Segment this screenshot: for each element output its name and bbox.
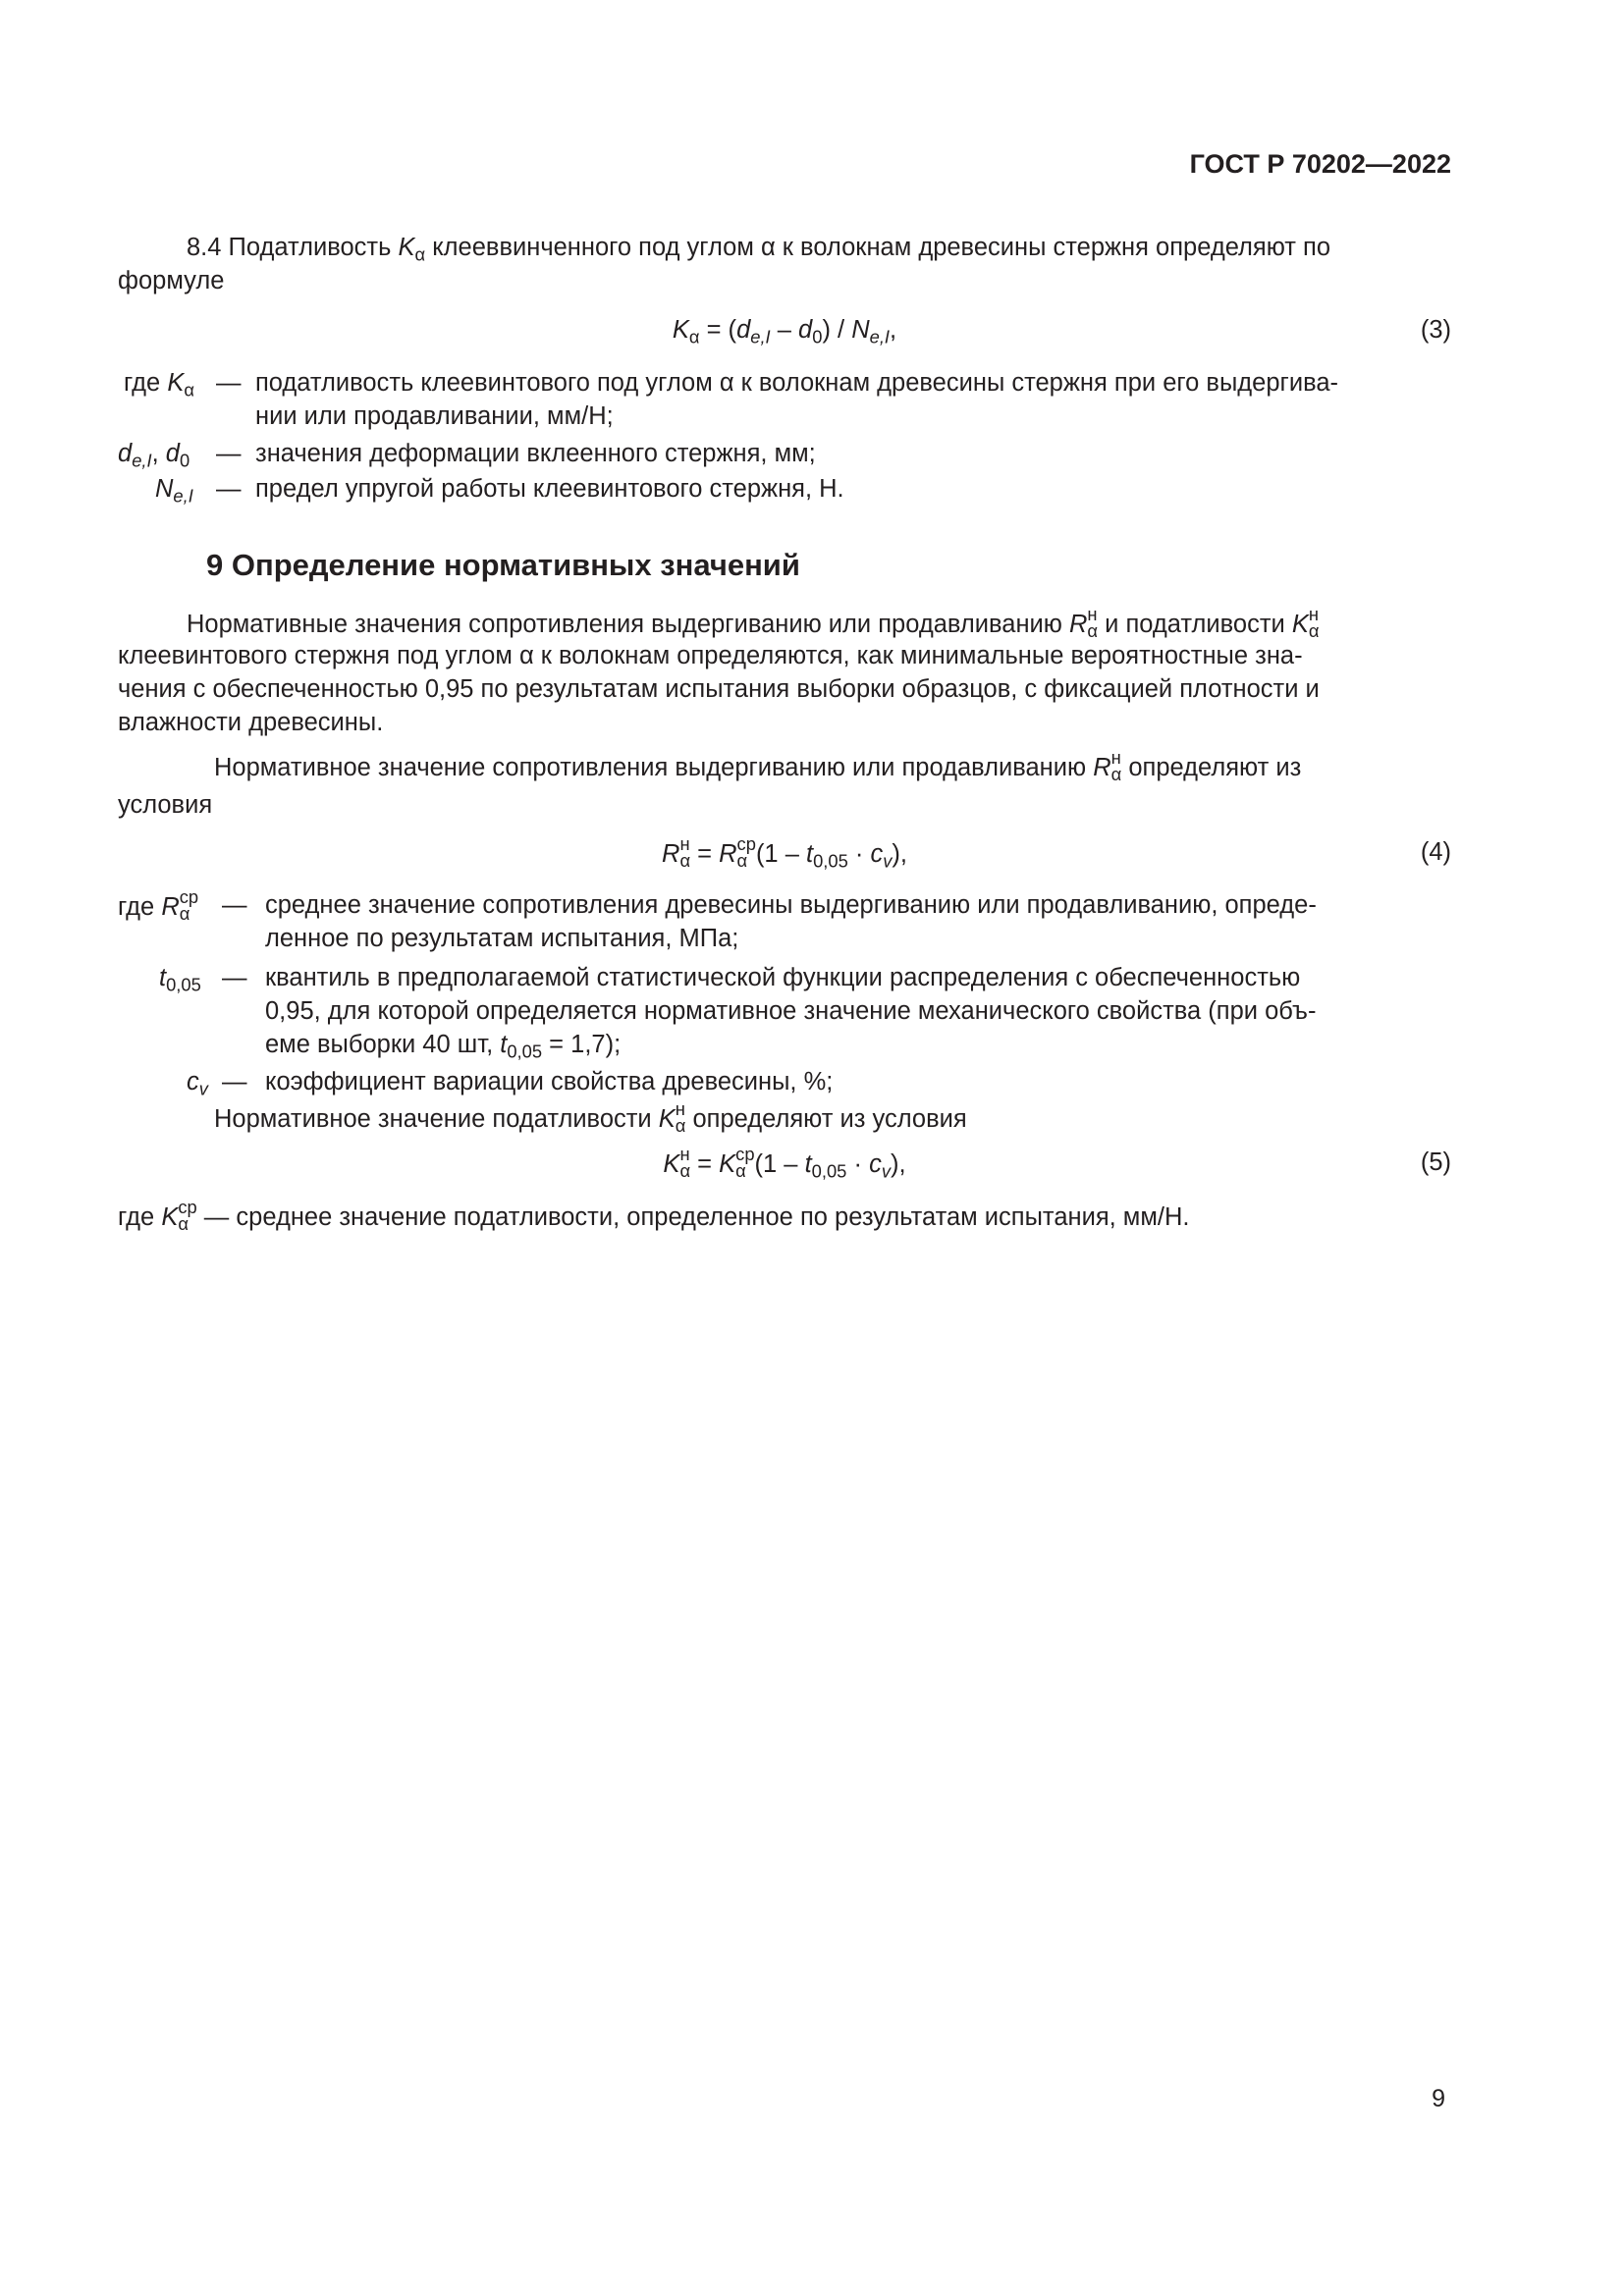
document-header: ГОСТ Р 70202—2022 (1189, 149, 1451, 179)
formula-4: R н α = R ср α $(1 - t_{0,05} \cdot c_v)$, (662, 833, 907, 872)
where3-dash3: — (216, 475, 242, 503)
formula-3: $K_\alpha = (d_{e,I} - d_0) / N_{e,I}$, (672, 316, 897, 347)
where4-def2a: квантиль в предполагаемой статистической функции распределения с обеспеченностью (265, 964, 1301, 991)
clause-8-4-line1: 8.4 Податливость $K_\alpha$ клееввинченного под углом α к волокнам древесины стержня определяют по (187, 234, 1331, 265)
equation-number-5: (5) (1420, 1148, 1451, 1176)
where3-def1a: податливость клеевинтового под углом α к волокнам древесины стержня при его выдергива- (255, 369, 1338, 397)
where3-term2: $d_{e,I}$, $d_0$ (118, 440, 190, 471)
where5: где K ср α — среднее значение податливости, определенное по результатам испытания, мм/Н. (118, 1197, 1190, 1234)
where4-term2: $t_{0,05}$ (159, 964, 201, 995)
equation-number-3: (3) (1420, 316, 1451, 344)
s9-p2-line2: условия (118, 791, 213, 819)
where3-def3: предел упругой работы клеевинтового стержня, Н. (255, 475, 844, 503)
where4-dash1: — (222, 891, 247, 919)
s9-p2-line1: Нормативное значение сопротивления выдергиванию или продавливанию R н α определяют из (214, 747, 1302, 784)
where4-def2b: 0,95, для которой определяется нормативное значение механического свойства (при объ- (265, 997, 1317, 1025)
section-9-heading: 9 Определение нормативных значений (206, 548, 800, 582)
where4-def3: коэффициент вариации свойства древесины, %; (265, 1068, 834, 1095)
equation-number-4: (4) (1420, 838, 1451, 866)
where3-def1b: нии или продавливании, мм/Н; (255, 402, 614, 430)
where3-def2: значения деформации вклеенного стержня, мм; (255, 440, 816, 467)
where3-dash1: — (216, 369, 242, 397)
s9-p1-line2: клеевинтового стержня под углом α к волокнам определяются, как минимальные вероятностные зна- (118, 642, 1303, 669)
where3-term1: где $K_\alpha$ (124, 369, 194, 400)
where4-def1a: среднее значение сопротивления древесины выдергиванию или продавливанию, опреде- (265, 891, 1317, 919)
s9-p1-line3: чения с обеспеченностью 0,95 по результатам испытания выборки образцов, с фиксацией плотности и (118, 675, 1320, 703)
clause-8-4-line2: формуле (118, 267, 225, 294)
where4-dash2: — (222, 964, 247, 991)
s9-p3: Нормативное значение податливости K н α определяют из условия (214, 1098, 967, 1136)
s9-p1-line4: влажности древесины. (118, 709, 384, 736)
where4-def2c: еме выборки 40 шт, $t_{0,05} = 1,7$); (265, 1031, 622, 1062)
s9-p1-line1: Нормативные значения сопротивления выдергиванию или продавливанию R н α и податливости K н α (187, 604, 1320, 641)
where4-term3: $c_v$ (187, 1068, 208, 1099)
where3-term3: $N_{e,I}$ (155, 475, 193, 507)
where4-dash3: — (222, 1068, 247, 1095)
where4-term1: где R ср α (118, 886, 199, 924)
where3-dash2: — (216, 440, 242, 467)
page-number: 9 (1432, 2085, 1445, 2112)
formula-5: K н α = K ср α $(1 - t_{0,05} \cdot c_v)$, (663, 1144, 906, 1182)
where4-def1b: ленное по результатам испытания, МПа; (265, 925, 739, 952)
